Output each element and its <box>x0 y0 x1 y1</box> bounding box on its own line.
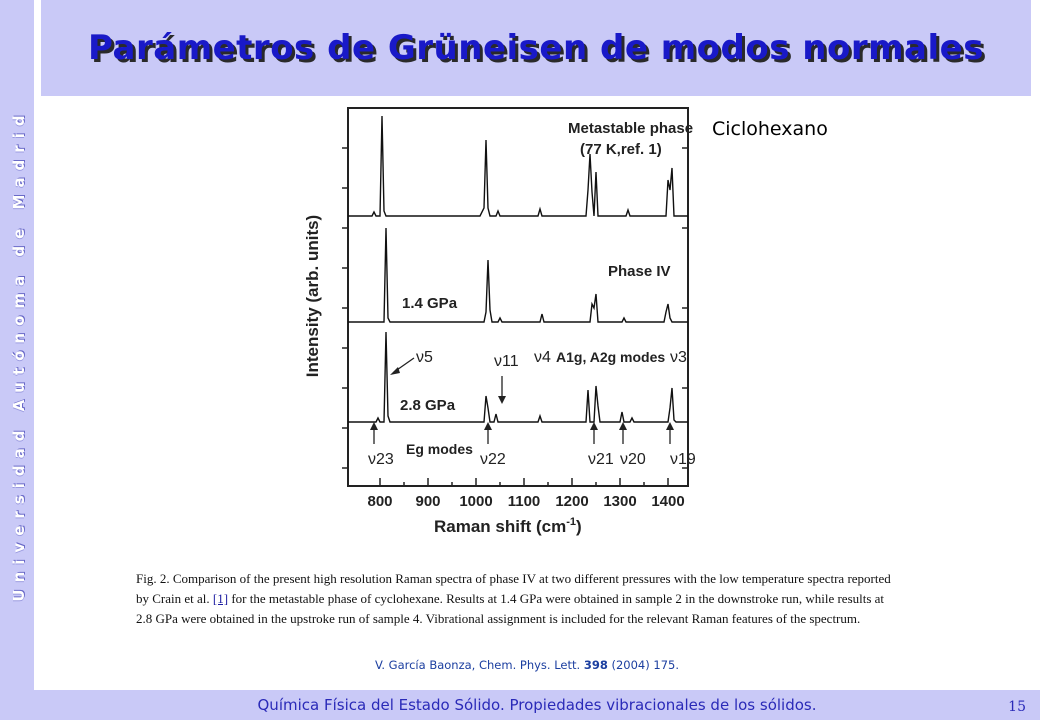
phase-iv-label: Phase IV <box>608 263 671 280</box>
nu20-label: ν20 <box>620 451 646 468</box>
nu11-label: ν11 <box>494 353 519 370</box>
nu23-label: ν23 <box>368 451 394 468</box>
y-ticks <box>342 148 688 468</box>
header-band <box>41 0 1031 96</box>
metastable-label-2: (77 K,ref. 1) <box>580 141 662 158</box>
spectrum-2.8GPa <box>348 332 688 422</box>
x-tick-label: 900 <box>415 493 441 510</box>
university-name: Universidad Autónoma de Madrid <box>10 108 28 602</box>
page-title: Parámetros de Grüneisen de modos normales <box>88 28 984 68</box>
y-axis-label: Intensity (arb. units) <box>303 214 322 378</box>
nu21-label: ν21 <box>588 451 614 468</box>
x-tick-label: 1000 <box>459 493 493 510</box>
citation-authors: V. García Baonza, Chem. Phys. Lett. <box>374 658 581 672</box>
a-modes-label: A1g, A2g modes <box>556 349 666 365</box>
pressure-1-label: 1.4 GPa <box>402 295 458 312</box>
caption-text-2: for the metastable phase of cyclohexane. Results at 1.4 GPa were obtained in sample 2 in the downstroke run, while results at 2.8 GPa were obtained in the upstroke run of sample 4. Vibrational assignment is included for the relevant Raman features of the spectrum. <box>136 591 885 626</box>
nu19-label: ν19 <box>670 451 696 468</box>
x-tick-labels <box>367 493 684 510</box>
x-axis-label: Raman shift $(cm^{-1})$ <box>434 516 582 536</box>
nu22-label: ν22 <box>480 451 506 468</box>
x-tick-label: 1100 <box>507 493 541 510</box>
nu4-label: ν4 <box>534 349 551 366</box>
x-tick-label: 1300 <box>603 493 637 510</box>
nu3-label: ν3 <box>670 349 687 366</box>
figure-caption <box>136 569 896 629</box>
x-ticks <box>380 478 668 486</box>
footer-text: Química Física del Estado Sólido. Propiedades vibracionales de los sólidos. <box>257 696 817 714</box>
sidebar-band <box>0 0 34 720</box>
x-tick-label: 1400 <box>651 493 685 510</box>
citation <box>0 658 1040 672</box>
citation-volume: 398 <box>583 658 608 672</box>
footer-band <box>34 690 1040 720</box>
citation-rest: (2004) 175. <box>611 658 680 672</box>
x-tick-label: 800 <box>367 493 393 510</box>
caption-ref-link[interactable]: [1] <box>212 591 229 606</box>
caption-text-1: Fig. 2. Comparison of the present high resolution Raman spectra of phase IV at two different pressures with the low temperature spectra reported by Crain et al. <box>136 571 891 606</box>
raman-figure <box>290 96 710 551</box>
nu5-label: ν5 <box>416 349 433 366</box>
molecule-label: Ciclohexano <box>712 118 828 140</box>
x-tick-label: 1200 <box>555 493 589 510</box>
plot-frame <box>348 108 688 486</box>
page-number: 15 <box>1008 699 1026 715</box>
pressure-2-label: 2.8 GPa <box>400 397 456 414</box>
metastable-label-1: Metastable phase <box>568 120 694 137</box>
raman-spectra-plot <box>290 96 710 551</box>
eg-modes-label: Eg modes <box>406 441 473 457</box>
